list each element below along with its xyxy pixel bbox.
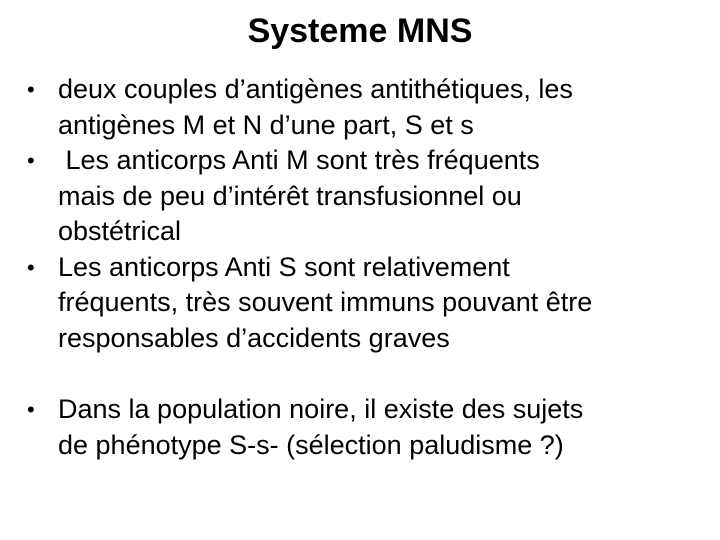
- bullet-line: Les anticorps Anti M sont très fréquents: [58, 145, 540, 175]
- bullet-line: Dans la population noire, il existe des sujets: [58, 394, 584, 424]
- bullet-dot-icon: •: [27, 254, 35, 280]
- bullet-line: de phénotype S-s- (sélection paludisme ?): [58, 429, 564, 460]
- bullet-item: [0, 250, 720, 357]
- bullet-line: responsables d’accidents graves: [58, 322, 450, 353]
- bullet-item: [0, 392, 720, 463]
- bullet-line: mais de peu d’intérêt transfusionnel ou: [58, 180, 522, 211]
- bullet-dot-icon: •: [27, 148, 35, 173]
- bullet-dot-icon: •: [27, 77, 35, 102]
- bullet-item: [0, 72, 720, 143]
- bullet-dot-icon: •: [27, 397, 35, 422]
- bullet-line: Les anticorps Anti S sont relativement: [58, 251, 510, 282]
- bullet-line: obstétrical: [58, 216, 182, 246]
- bullet-list: [0, 72, 720, 463]
- bullet-line: fréquents, très souvent immuns pouvant être: [58, 287, 593, 317]
- bullet-line: deux couples d’antigènes antithétiques, les: [58, 74, 573, 104]
- bullet-line: antigènes M et N d’une part, S et s: [58, 109, 474, 140]
- slide-title: Systeme MNS: [247, 12, 473, 50]
- bullet-item: [0, 143, 720, 250]
